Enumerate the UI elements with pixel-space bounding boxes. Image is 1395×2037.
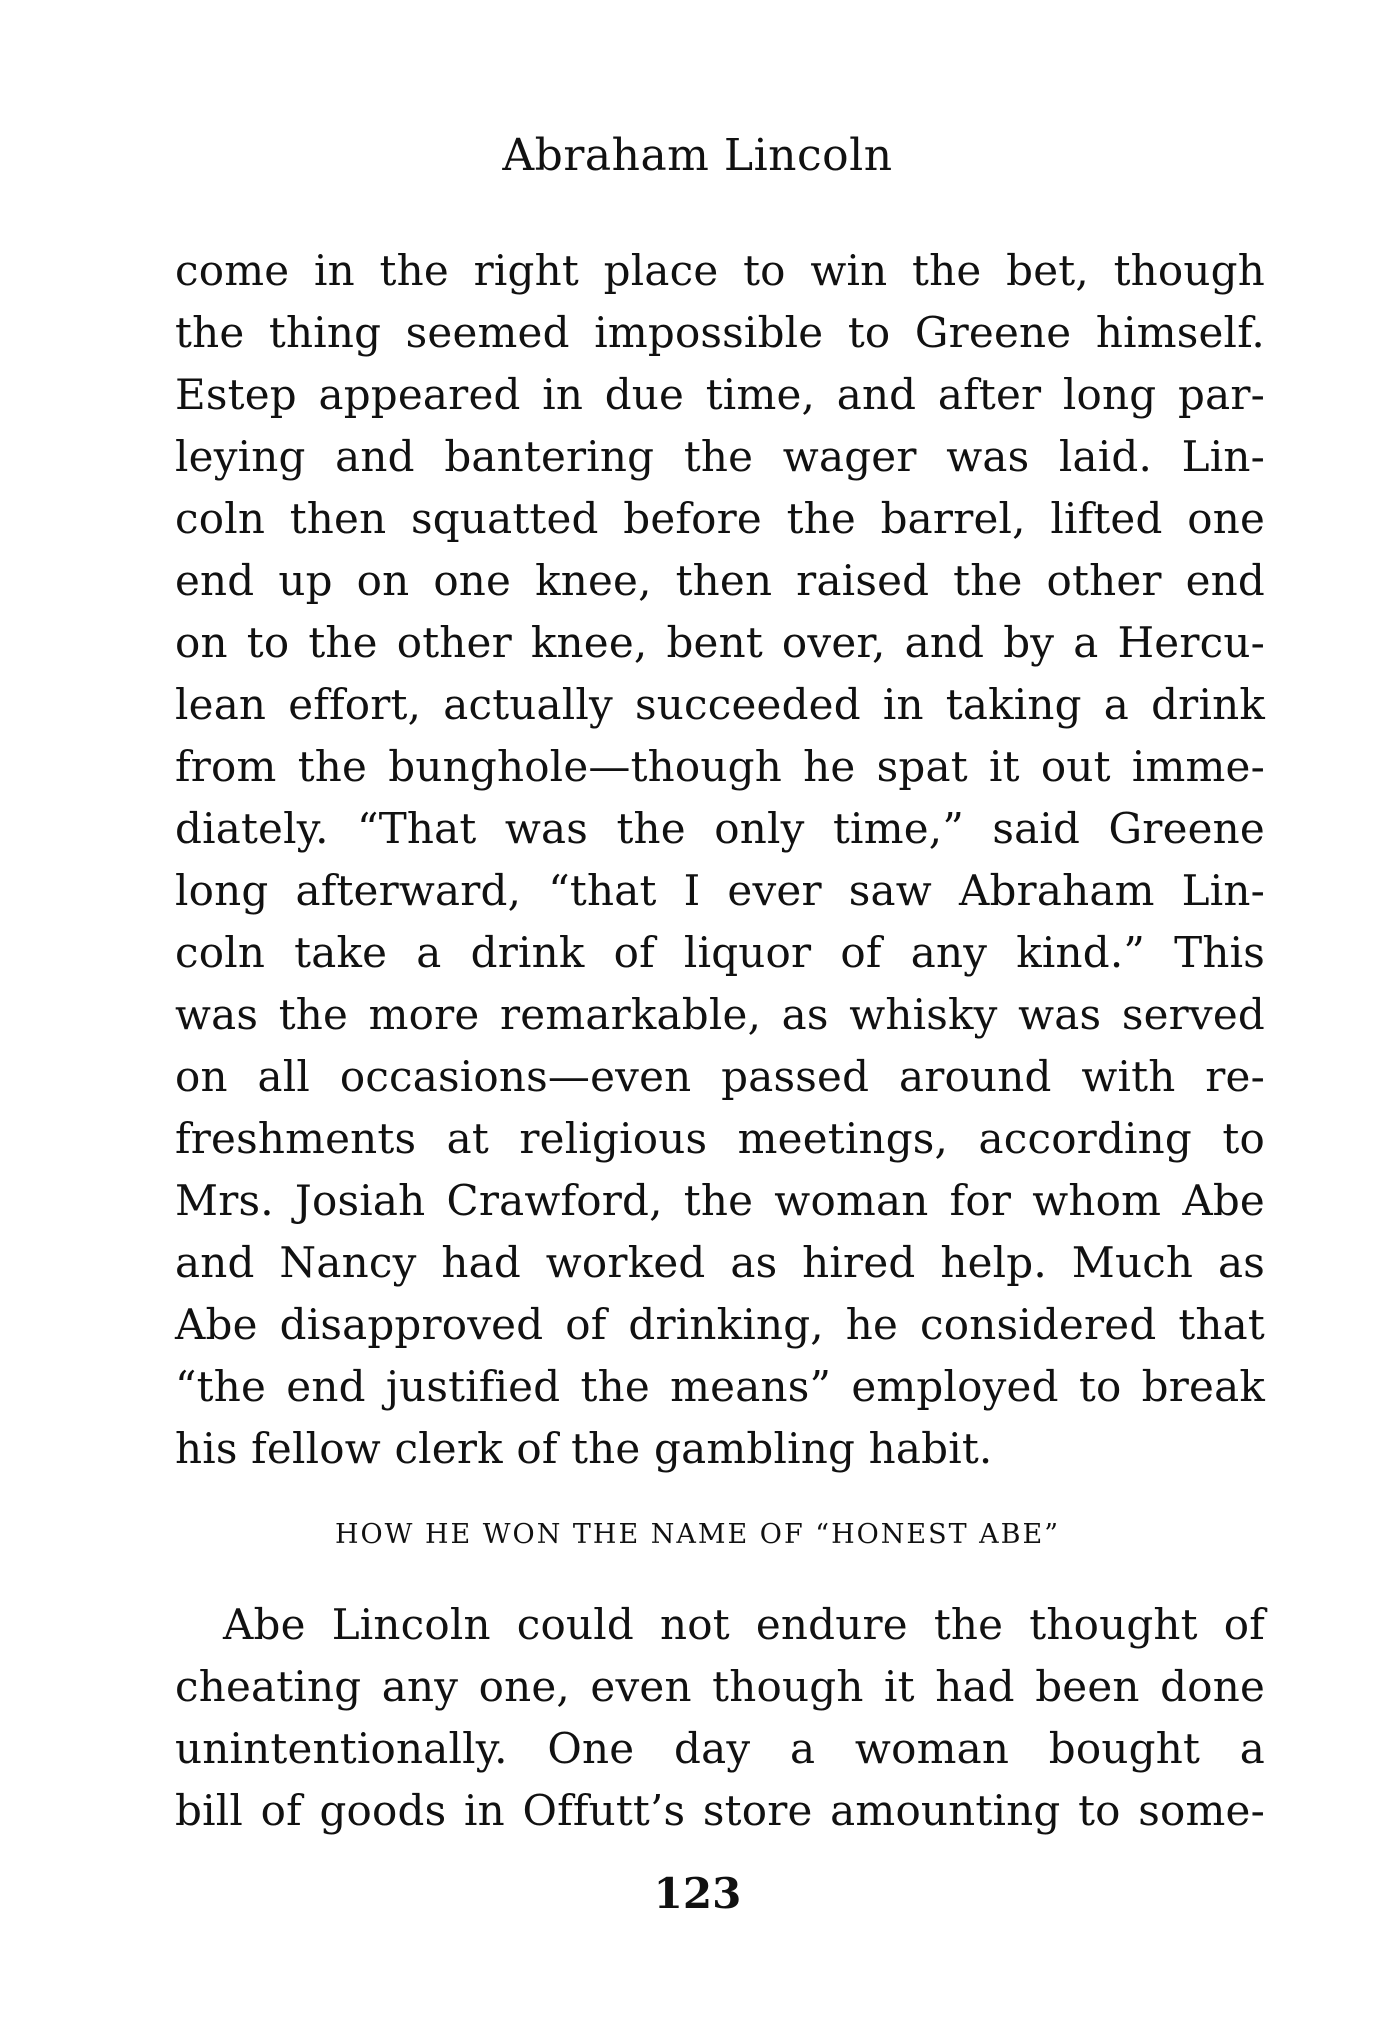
paragraph-1	[175, 240, 1265, 1480]
text-line: come in the right place to win the bet, though	[175, 246, 1265, 295]
text-line: coln take a drink of liquor of any kind.” This	[175, 928, 1265, 977]
paragraph-2	[175, 1594, 1265, 1842]
text-line: from the bunghole—though he spat it out imme-	[175, 742, 1265, 791]
text-line: leying and bantering the wager was laid. Lin-	[175, 432, 1265, 481]
text-line: lean effort, actually succeeded in taking a drink	[175, 680, 1265, 729]
text-line: on all occasions—even passed around with re-	[175, 1052, 1265, 1101]
text-line: bill of goods in Offutt’s store amounting to some-	[175, 1786, 1265, 1835]
text-line: long afterward, “that I ever saw Abraham Lin-	[175, 866, 1265, 915]
text-line: the thing seemed impossible to Greene himself.	[175, 308, 1265, 357]
text-line: and Nancy had worked as hired help. Much as	[175, 1238, 1265, 1287]
text-line: coln then squatted before the barrel, lifted one	[175, 494, 1265, 543]
text-line: Abe disapproved of drinking, he considered that	[175, 1300, 1265, 1349]
text-line: Abe Lincoln could not endure the thought of	[223, 1600, 1265, 1649]
text-line: cheating any one, even though it had been done	[175, 1662, 1265, 1711]
text-line: unintentionally. One day a woman bought a	[175, 1724, 1265, 1773]
page-number: 123	[653, 1869, 742, 1918]
section-heading: HOW HE WON THE NAME OF “HONEST ABE”	[334, 1519, 1061, 1550]
text-line: on to the other knee, bent over, and by a Hercu-	[175, 618, 1265, 667]
text-line: his fellow clerk of the gambling habit.	[175, 1424, 993, 1473]
text-line: was the more remarkable, as whisky was served	[175, 990, 1265, 1039]
running-head: Abraham Lincoln	[502, 130, 893, 181]
text-line: freshments at religious meetings, according to	[175, 1114, 1265, 1163]
text-line: Mrs. Josiah Crawford, the woman for whom Abe	[175, 1176, 1265, 1225]
text-line: “the end justified the means” employed to break	[175, 1362, 1265, 1411]
text-line: diately. “That was the only time,” said Greene	[175, 804, 1265, 853]
text-line: Estep appeared in due time, and after long par-	[175, 370, 1265, 419]
text-line: end up on one knee, then raised the other end	[175, 556, 1265, 605]
